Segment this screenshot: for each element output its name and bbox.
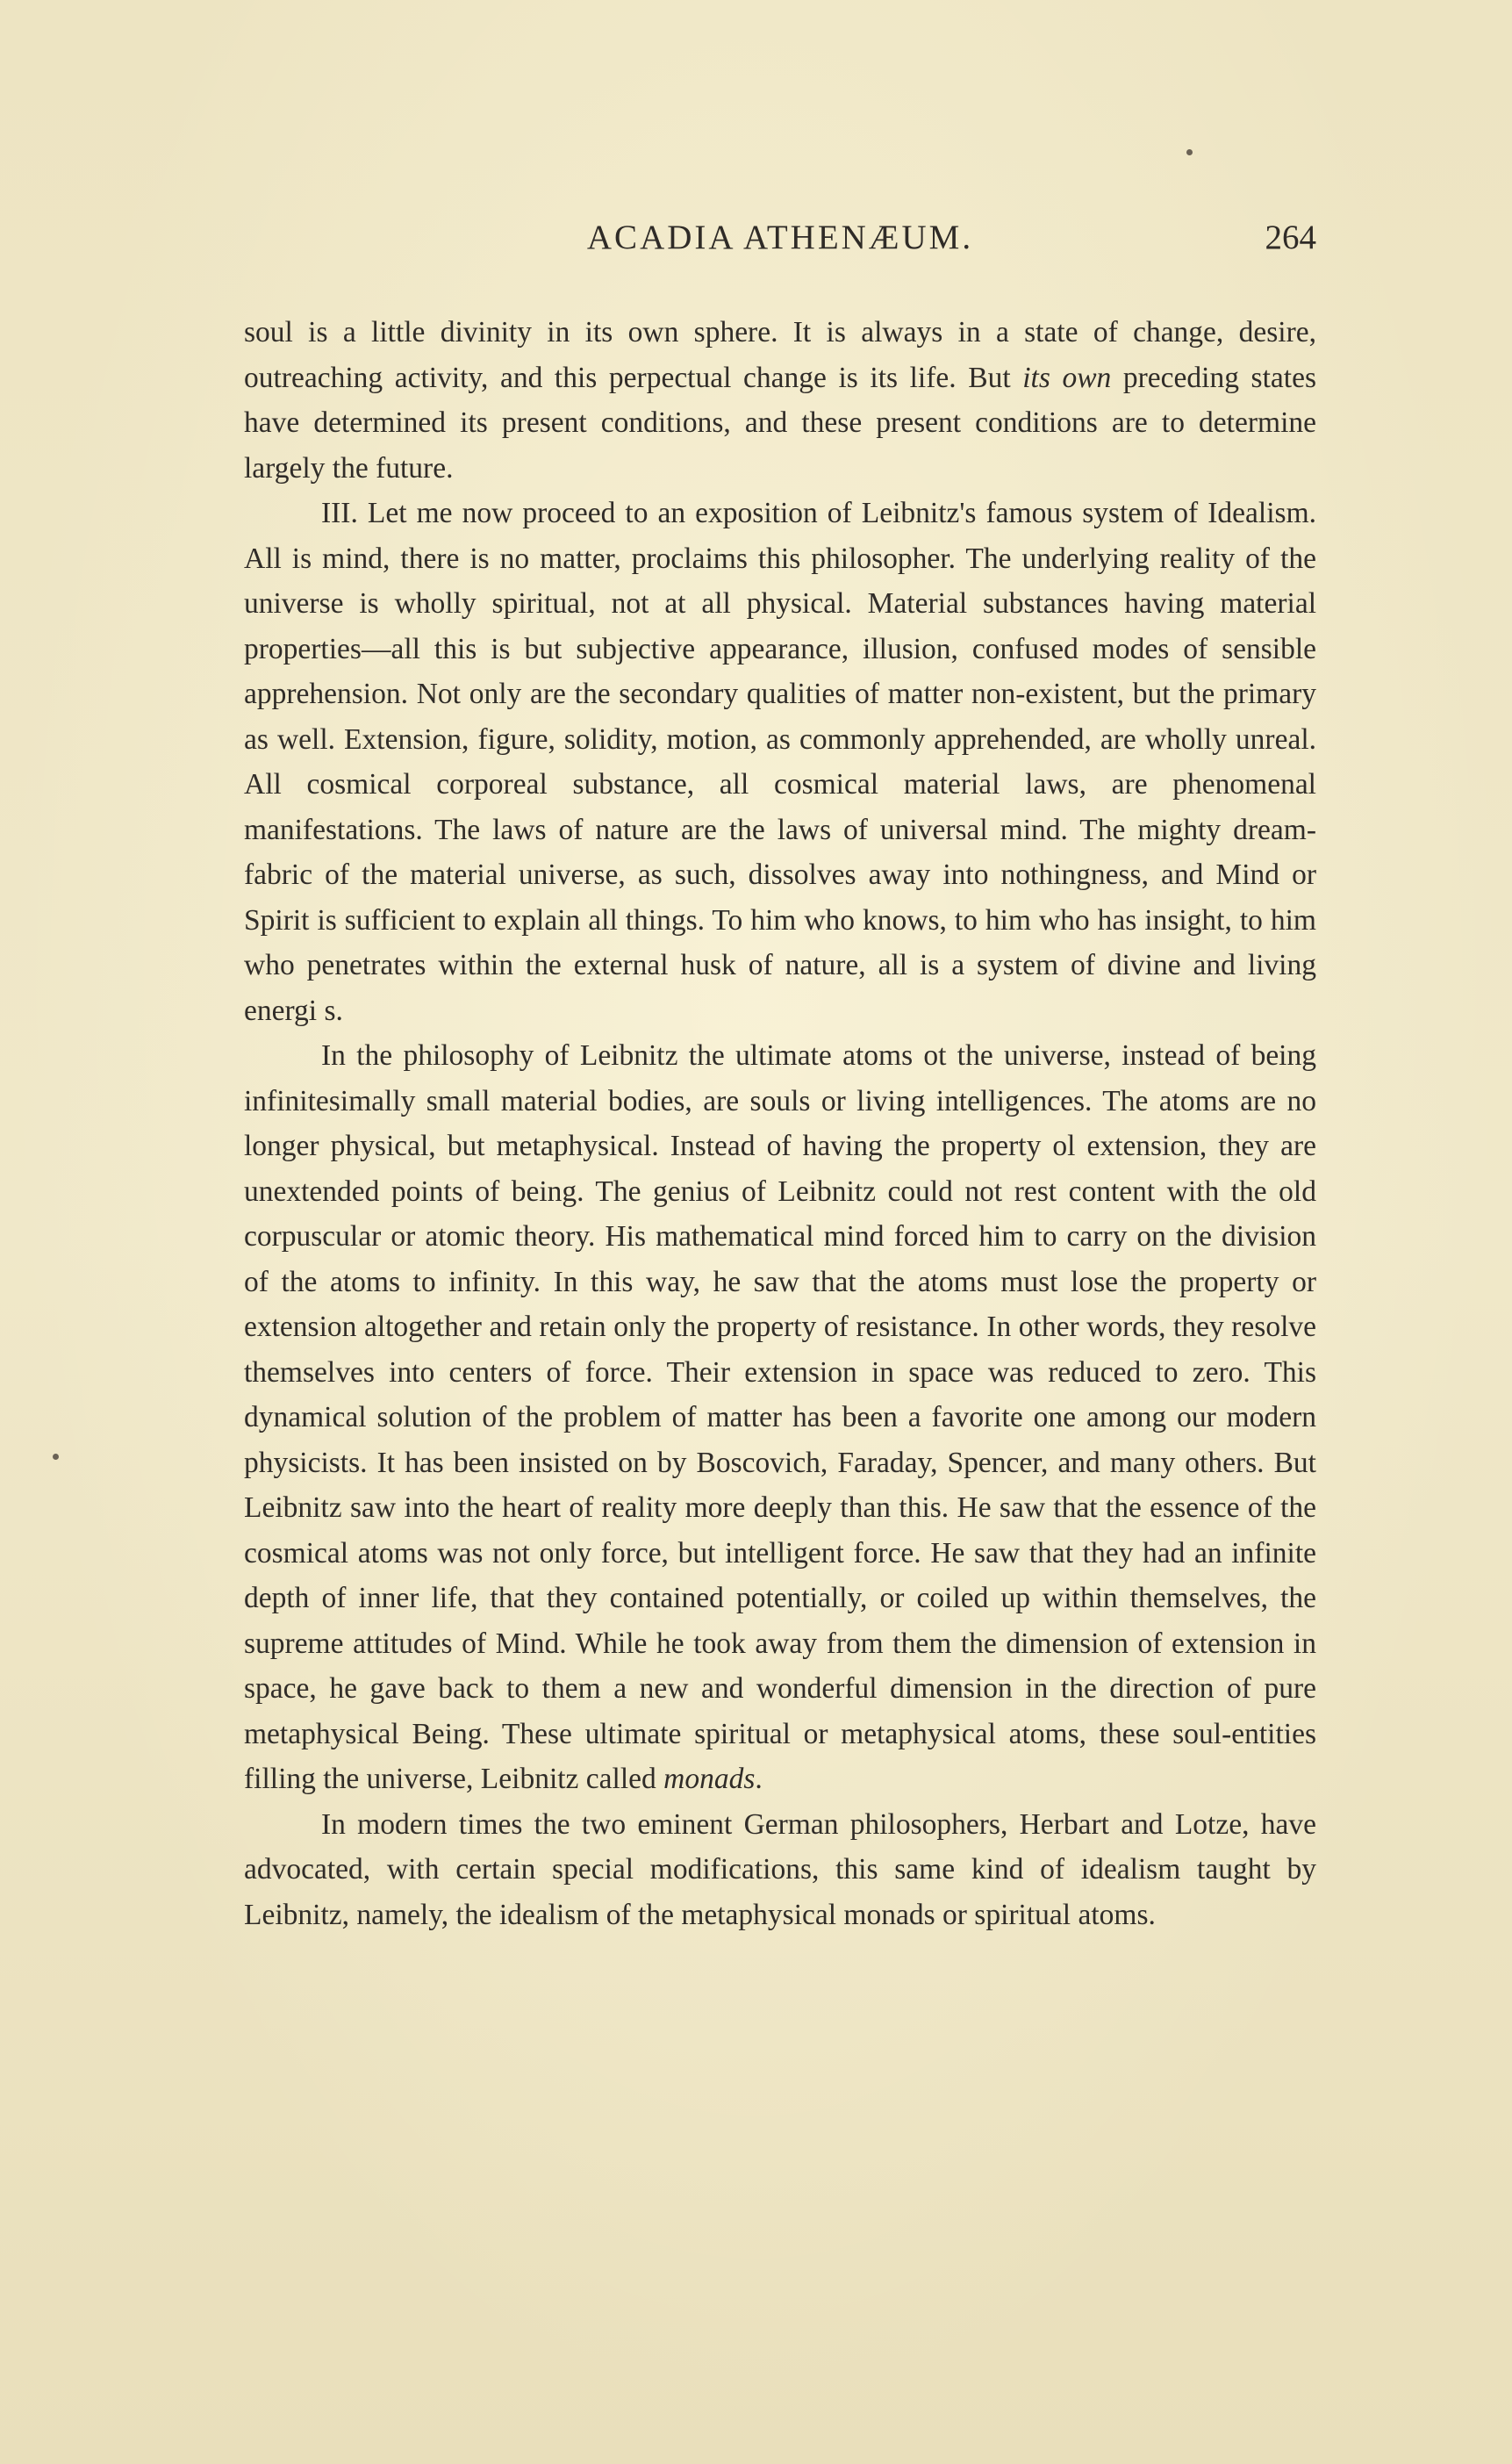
paragraph-3 [244,1033,1316,1802]
paragraph-3-text-a: In the philosophy of Leibnitz the ultimate atoms ot the universe, instead of being infinitesimally small material bodies, are souls or living intelligences. The atoms are no longer physical, but metaphysical. Instead of having the property ol extension, they are unextended points of being. The genius of Leibnitz could not rest content with the old corpuscular or atomic theory. His mathematical mind forced him to carry on the division of the atoms to infinity. In this way, he saw that the atoms must lose the property or extension altogether and retain only the property of resistance. In other words, they resolve themselves into centers of force. Their extension in space was reduced to zero. This dynamical solution of the problem of matter has been a favorite one among our modern physicists. It has been insisted on by Boscovich, Faraday, Spencer, and many others. But Leibnitz saw into the heart of reality more deeply than this. He saw that the essence of the cosmical atoms was not only force, but intelligent force. He saw that they had an infinite depth of inner life, that they contained potentially, or coiled up within themselves, the supreme attitudes of Mind. While he took away from them the dimension of extension in space, he gave back to them a new and wonderful dimension in the direction of pure metaphysical Being. These ultimate spiritual or metaphysical atoms, these soul-entities filling the universe, Leibnitz called [244,1039,1316,1795]
ink-speck [53,1454,59,1460]
page-header [244,218,1316,267]
paragraph-2: III. Let me now proceed to an exposition of Leibnitz's famous system of Idealism. All is mind, there is no matter, proclaims this philosopher. The underlying reality of the universe is wholly spiritual, not at all physical. Material substances having material properties—all this is but subjective appearance, illusion, confused modes of sensible apprehension. Not only are the secondary qualities of matter non-existent, but the primary as well. Extension, figure, solidity, motion, as commonly apprehended, are wholly unreal. All cosmical corporeal substance, all cosmical material laws, are phenomenal manifestations. The laws of nature are the laws of universal mind. The mighty dream-fabric of the material universe, as such, dissolves away into nothingness, and Mind or Spirit is sufficient to explain all things. To him who knows, to him who has insight, to him who penetrates within the external husk of nature, all is a system of divine and living energi s. [244,497,1316,1027]
page-number: 264 [1265,219,1316,256]
running-title: ACADIA ATHENÆUM. [586,219,974,256]
ink-speck [1186,149,1193,155]
paragraph-1 [244,310,1316,491]
paragraph-3-emphasis: monads [663,1763,756,1795]
paragraph-1-emphasis: its own [1022,361,1112,394]
paragraph-1-text-b: preceding states have determined its present conditions, and these present conditions are to determine largely the future. [244,361,1316,485]
paragraph-4: In modern times the two eminent German philosophers, Herbart and Lotze, have advocated, with certain special modifications, this same kind of idealism taught by Leibnitz, namely, the idealism of the metaphysical monads or spiritual atoms. [244,1807,1316,1931]
paragraph-1-text-a: soul is a little divinity in its own sphere. It is always in a state of change, desire, outreaching activity, and this perpectual change is its life. But [244,316,1316,394]
paragraph-3-text-b: . [755,1763,763,1795]
body-text [244,310,1316,1937]
